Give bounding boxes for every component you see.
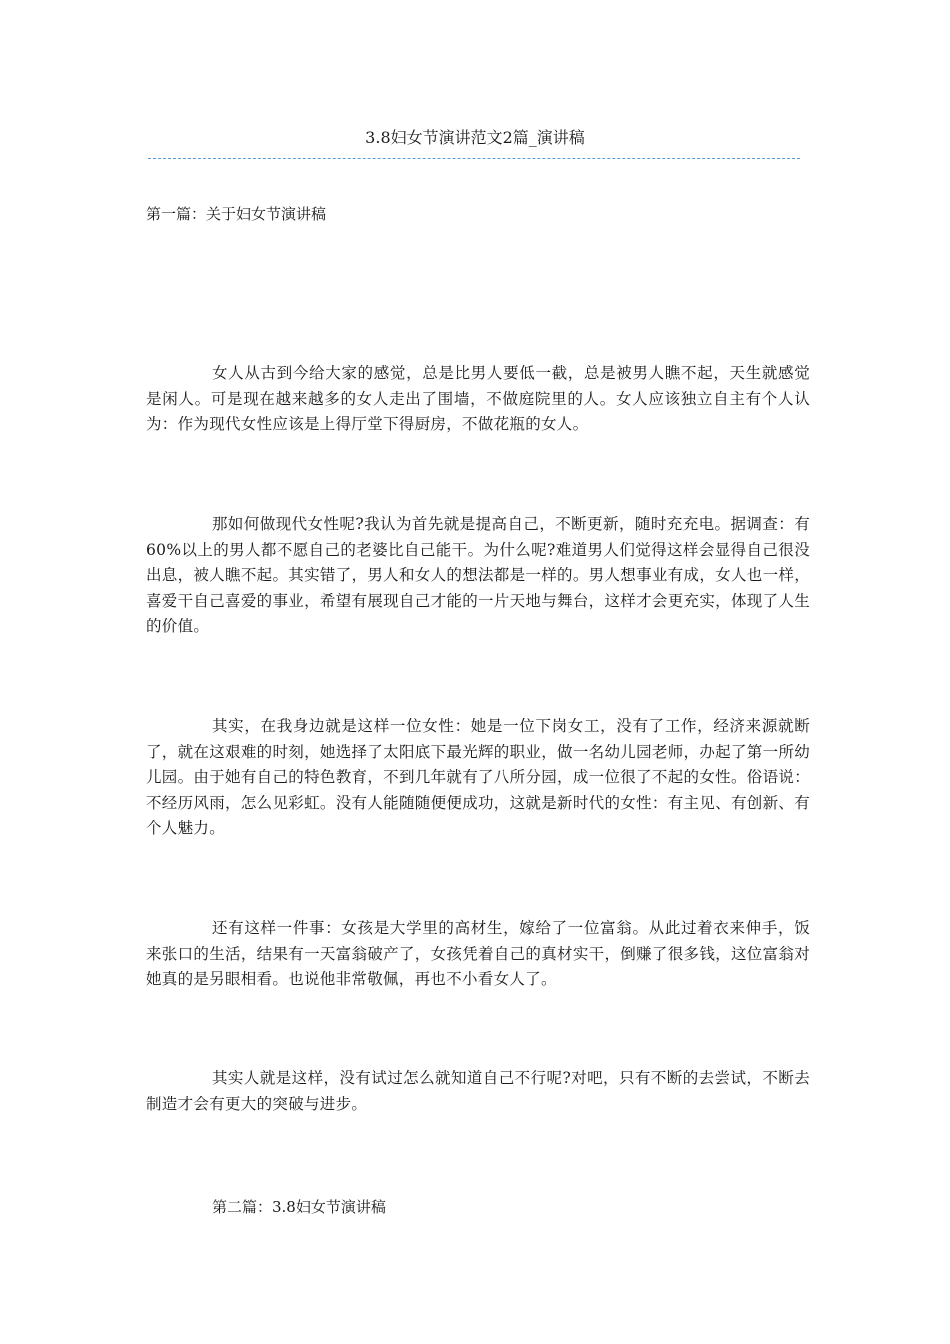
document-title: 3.8妇女节演讲范文2篇_演讲稿	[365, 128, 585, 147]
paragraph-4: 还有这样一件事：女孩是大学里的高材生，嫁给了一位富翁。从此过着衣来伸手，饭来张口的生活，结果有一天富翁破产了，女孩凭着自己的真材实干，倒赚了很多钱，这位富翁对她真的是另眼相看。也说他非常敬佩，再也不小看女人了。	[146, 919, 810, 988]
paragraph-1: 女人从古到今给大家的感觉，总是比男人要低一截，总是被男人瞧不起，天生就感觉是闲人。可是现在越来越多的女人走出了围墙，不做庭院里的人。女人应该独立自主有个人认为：作为现代女性应该是上得厅堂下得厨房，不做花瓶的女人。	[146, 364, 810, 433]
title-divider	[148, 158, 800, 159]
section-heading-1: 第一篇：关于妇女节演讲稿	[146, 205, 327, 223]
paragraph-3: 其实，在我身边就是这样一位女性：她是一位下岗女工，没有了工作，经济来源就断了，就在这艰难的时刻，她选择了太阳底下最光辉的职业，做一名幼儿园老师，办起了第一所幼儿园。由于她有自己的特色教育，不到几年就有了八所分园，成一位很了不起的女性。俗语说：不经历风雨，怎么见彩虹。没有人能随随便便成功，这就是新时代的女性：有主见、有创新、有个人魅力。	[146, 717, 810, 837]
section-heading-2: 第二篇：3.8妇女节演讲稿	[212, 1198, 386, 1216]
paragraph-2: 那如何做现代女性呢?我认为首先就是提高自己，不断更新，随时充充电。据调查：有60%以上的男人都不愿自己的老婆比自己能干。为什么呢?难道男人们觉得这样会显得自己很没出息，被人瞧不起。其实错了，男人和女人的想法都是一样的。男人想事业有成，女人也一样，喜爱干自己喜爱的事业，希望有展现自己才能的一片天地与舞台，这样才会更充实，体现了人生的价值。	[146, 515, 810, 635]
paragraph-5: 其实人就是这样，没有试过怎么就知道自己不行呢?对吧，只有不断的去尝试，不断去制造才会有更大的突破与进步。	[146, 1069, 810, 1113]
